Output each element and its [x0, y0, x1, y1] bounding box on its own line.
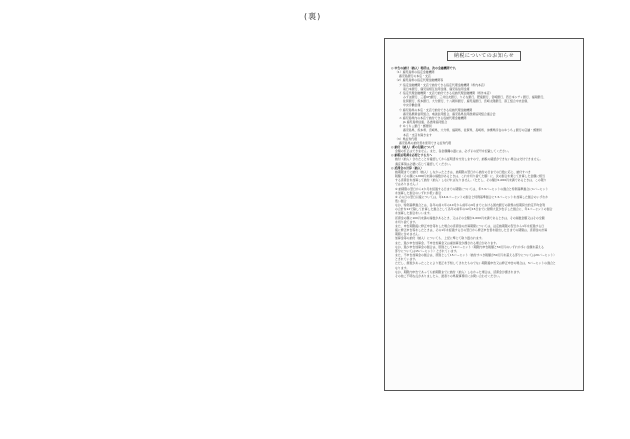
notice-line: みずほ銀行、三菱UFJ銀行、三井住友銀行、りそな銀行、肥後銀行、宮崎銀行、西日本シティ銀行、福岡銀行、	[403, 95, 547, 100]
page-side-mark: (裏)	[304, 12, 322, 21]
notice-line: 税額（その額に1,000円未満の端数があるときは、これを切り捨てた額）に、次の割合を乗じて計算した金額に相当	[395, 174, 545, 179]
notice-line: 納期限までに納付（納入）しなかったときは、納期限の翌日から納付の日までの日数に応じ、納付すべき	[395, 169, 531, 174]
notice-section-heading: ◎ 納付（納入）書の記載について	[391, 144, 435, 149]
notice-line: 南日本銀行、鹿児島相互信用金庫、鹿児島信用金庫	[403, 86, 470, 91]
notice-line: ただし、調査があったことにより更正を予知してされたものでない期限後申告又は修正申告の場合は、5パーセントの割合と	[395, 261, 556, 266]
notice-line: 本店・支店を除きます	[403, 132, 432, 137]
notice-line: 後に修正申告等をしたときは、その1年を経過する日の翌日から修正申告書を提出した日までの期間は、延滞金の計算	[395, 228, 548, 233]
notice-line: を切り捨てます。	[395, 219, 418, 224]
notice-line: を加算した割合をいいます。	[395, 211, 433, 216]
notice-title: 納税についてのお知らせ	[447, 51, 521, 61]
notice-line: 中央労働金庫	[403, 103, 421, 108]
notice-line: ② その日の翌日以後については、年14.6パーセントの割合と特例基準割合に7.3パーセントを加算した割合のいずれか	[395, 194, 549, 199]
notice-line: 延滞金の額に100円未満の端数があるとき、又はその全額が1,000円未満であるときは、その端数金額又はその全額	[395, 215, 545, 220]
notice-line: 納付（納入）されたことを確認してから証明書を交付しますので、納税の確認ができない場合は交付できません。	[395, 157, 543, 162]
notice-line: 期間に含めません。	[395, 232, 422, 237]
notice-title-row	[391, 42, 577, 61]
notice-line: JA 鹿児島県信連、各農業協同組合	[403, 120, 448, 125]
notice-line: また、過少申告加算金、不申告加算金又は重加算金が課される場合があります。	[395, 240, 499, 245]
notice-line: （2）鹿児島県の指定代理金融機関等	[395, 78, 444, 83]
notice-line: の合計を12で除して計算した割合として各年の前年の12月15日までに財務大臣が告示した割合に、年1パーセントの割合	[395, 207, 553, 212]
notice-line: オ ゆうちょ銀行・郵便局	[399, 124, 432, 129]
notice-line: イ 指定代理金融機関・支店で納付できる収納代理金融機関（県外本店）	[399, 90, 493, 95]
notice-line: なお、特例基準割合とは、各年の前々年の10月から前年の9月までにおける国内銀行の新規の短期貸出約定平均金利	[395, 203, 546, 208]
notice-line: エ 鹿児島県内の本店で納付できる収納代理金融機関	[399, 115, 467, 120]
notice-line: とされています。	[395, 257, 418, 262]
notice-line: する延滞金を加算して納付（納入）しなければなりません。（ただし、その額が1,000円未満であるときは、この限り	[395, 178, 547, 183]
notice-line: 加算金等の納付（納入）についても、上記に準じて取り扱われます。	[395, 236, 485, 241]
notice-line: また、申告期限後に修正申告等をした場合の延滞金の計算期間については、法定納期限の翌日から1年を経過する日	[395, 223, 545, 228]
tax-notice-panel	[384, 38, 584, 391]
notice-line: また、不申告加算金の割合は、原則として15パーセント（納付すべき税額が50万円を超える部分については20パーセント）	[395, 253, 557, 258]
notice-line: 鹿児島興業信用組合、奄美信用組合、鹿児島県信用漁業協同組合連合会	[403, 111, 496, 116]
notice-line: 部分については15パーセント）とされています。	[395, 248, 460, 253]
notice-line: ア 指定金融機関・支店で納付できる指定代理金融機関（県内本店）	[399, 82, 487, 87]
notice-line: 金額の訂正はできません。また、各金額欄の頭には、必ず￥の記号を記載してください。	[395, 149, 511, 154]
notice-line: なお、期限内申告であっても納期限までに納付（納入）しなかった場合は、延滞金が課されます。	[395, 269, 522, 274]
notice-line: 鹿児島銀行の本店・支店	[399, 74, 431, 79]
notice-line: ウ 鹿児島県の本店・支店で納付できる収納代理金融機関	[399, 107, 473, 112]
notice-line: を加算した割合のいずれか低い割合	[395, 190, 442, 195]
notice-line: 佐賀銀行、熊本銀行、大分銀行、十八親和銀行、鹿児島銀行、宮崎太陽銀行、商工組合中央金庫、	[403, 99, 531, 104]
notice-section-heading: ◎ 延滞金の計算（納入）	[391, 165, 424, 170]
notice-line: （3）県証券代理	[395, 136, 418, 141]
notice-section-heading: ◎ 納税証明書を必要とする方へ	[391, 153, 433, 158]
notice-line: ではありません。）	[395, 182, 420, 187]
notice-body	[391, 66, 577, 278]
notice-line: 鹿児島県の納付書を使用できる証券代理	[399, 140, 452, 145]
notice-line: 低い割合	[395, 199, 407, 203]
notice-line: 鹿児島県、熊本県、宮崎県、大分県、福岡県、佐賀県、長崎県、沖縄県所在のゆうちょ銀行の店舗・郵便局	[403, 128, 542, 133]
notice-line: （1）鹿児島県の指定金融機関	[395, 70, 435, 75]
notice-line: 適宜事項は必要に応じて確認してください。	[395, 161, 453, 166]
notice-section-heading: ◎ 申告の納付（納入）場所は、次の金融機関です。	[391, 66, 458, 70]
notice-line: ① 納期限の翌日から1か月を経過する日までの期間については、年7.3パーセントの割合と特例基準割合に1パーセント	[395, 186, 549, 191]
notice-line: なります。	[395, 265, 410, 270]
notice-line: その他ご不明な点がありましたら、最寄りの県税事務所にお問い合わせください。	[395, 273, 502, 278]
notice-line: なお、過少申告加算金の割合は、原則として10パーセント（期限内申告税額と50万円のいずれか多い金額を超える	[395, 244, 544, 249]
